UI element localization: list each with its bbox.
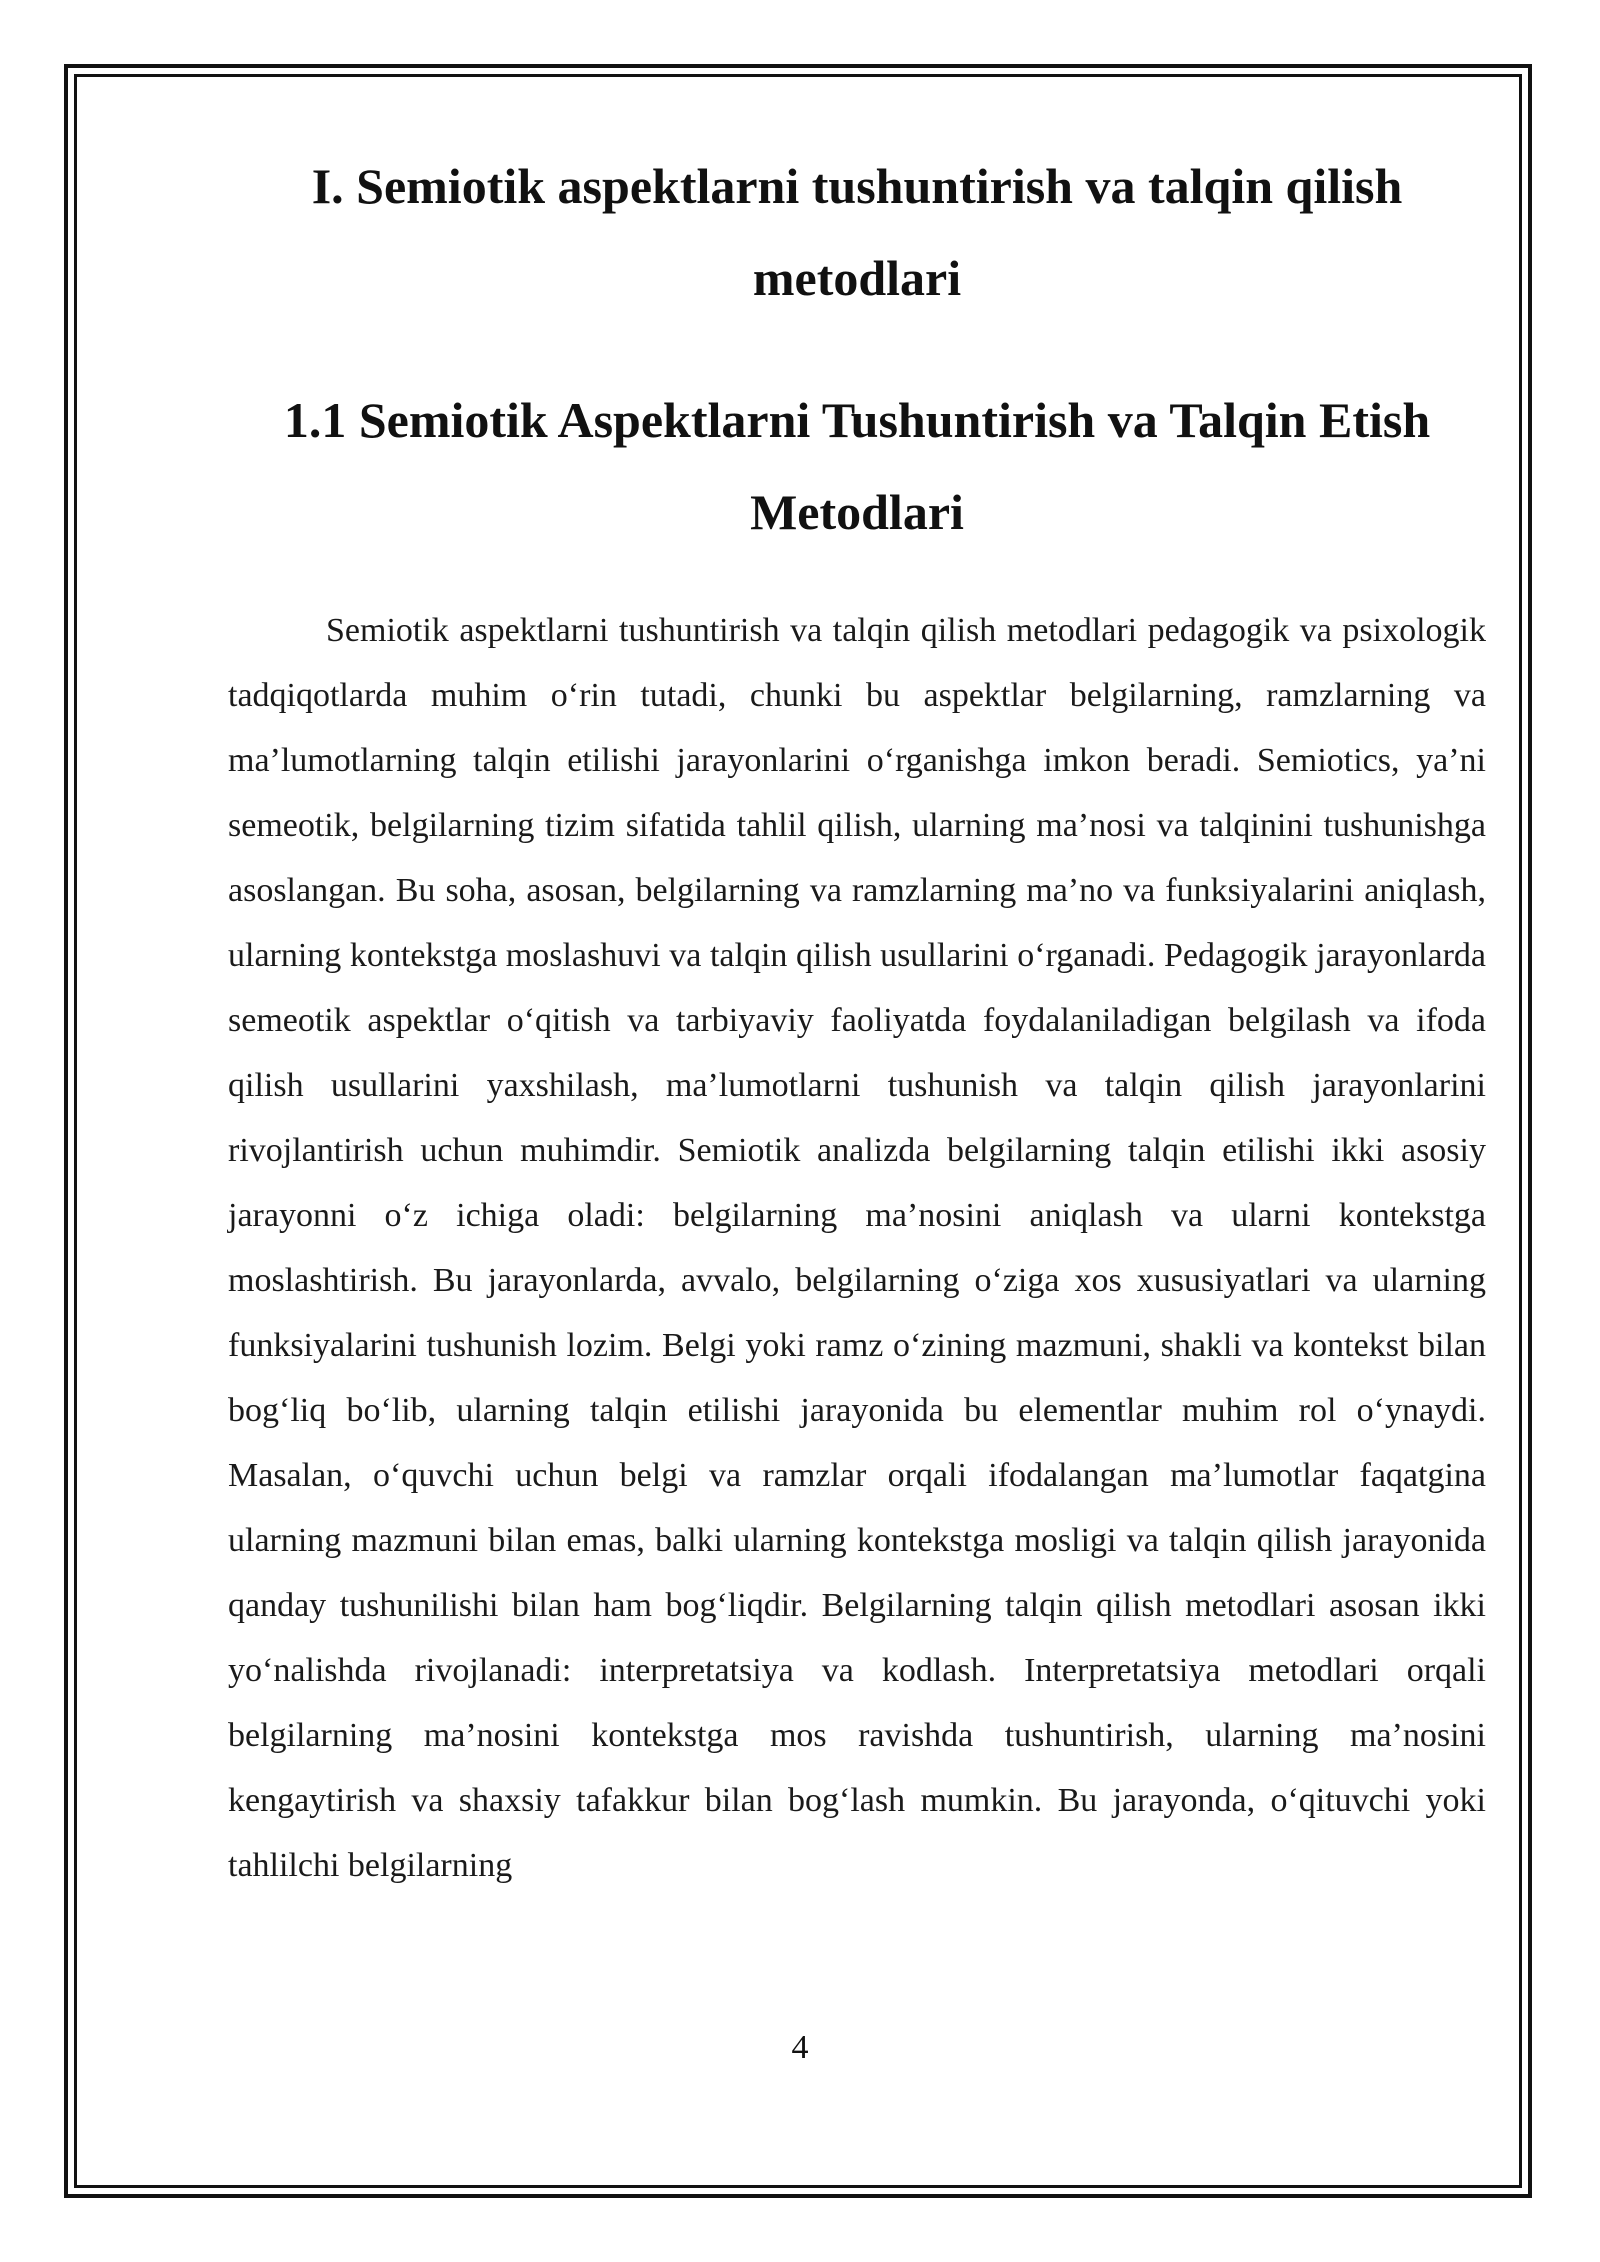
body-paragraph: Semiotik aspektlarni tushuntirish va talqin qilish metodlari pedagogik va psixologik tadqiqotlarda muhim o‘rin tutadi, chunki bu aspektlar belgilarning, ramzlarning va ma’lumotlarning talqin etilishi jarayonlarini o‘rganishga imkon beradi. Semiotics, ya’ni semeotik, belgilarning tizim sifatida tahlil qilish, ularning ma’nosi va talqinini tushunishga asoslangan. Bu soha, asosan, belgilarning va ramzlarning ma’no va funksiyalarini aniqlash, ularning kontekstga moslashuvi va talqin qilish usullarini o‘rganadi. Pedagogik jarayonlarda semeotik aspektlar o‘qitish va tarbiyaviy faoliyatda foydalaniladigan belgilash va ifoda qilish usullarini yaxshilash, ma’lumotlarni tushunish va talqin qilish jarayonlarini rivojlantirish uchun muhimdir. Semiotik analizda belgilarning talqin etilishi ikki asosiy jarayonni o‘z ichiga oladi: belgilarning ma’nosini aniqlash va ularni kontekstga moslashtirish. Bu jarayonlarda, avvalo, belgilarning o‘ziga xos xususiyatlari va ularning funksiyalarini tushunish lozim. Belgi yoki ramz o‘zining mazmuni, shakli va kontekst bilan bog‘liq bo‘lib, ularning talqin etilishi jarayonida bu elementlar muhim rol o‘ynaydi. Masalan, o‘quvchi uchun belgi va ramzlar orqali ifodalangan ma’lumotlar faqatgina ularning mazmuni bilan emas, balki ularning kontekstga mosligi va talqin qilish jarayonida qanday tushunilishi bilan ham bog‘liqdir. Belgilarning talqin qilish metodlari asosan ikki yo‘nalishda rivojlanadi: interpretatsiya va kodlash. Interpretatsiya metodlari orqali belgilarning ma’nosini kontekstga mos ravishda tushuntirish, ularning ma’nosini kengaytirish va shaxsiy tafakkur bilan bog‘lash mumkin. Bu jarayonda, o‘qituvchi yoki tahlilchi belgilarning <box>228 612 1486 1884</box>
section-title: 1.1 Semiotik Aspektlarni Tushuntirish va Talqin Etish Metodlari <box>283 392 1431 540</box>
chapter-title: I. Semiotik aspektlarni tushuntirish va talqin qilish metodlari <box>311 158 1403 306</box>
page-content <box>228 140 1486 1898</box>
page-number: 4 <box>791 2029 809 2066</box>
